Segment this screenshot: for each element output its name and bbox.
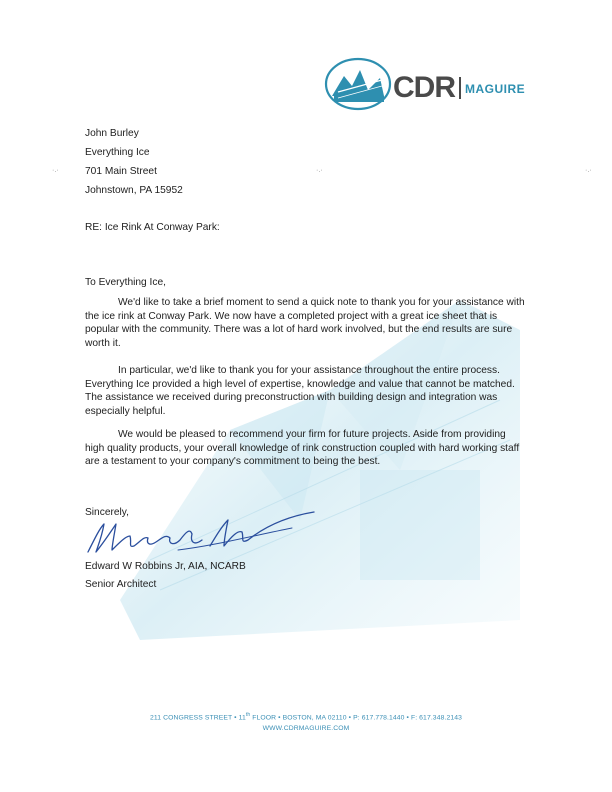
recipient-street: 701 Main Street bbox=[85, 166, 157, 177]
recipient-name: John Burley bbox=[85, 128, 139, 139]
signer-title: Senior Architect bbox=[85, 579, 157, 590]
signer-name: Edward W Robbins Jr, AIA, NCARB bbox=[85, 561, 246, 572]
paragraph-2-text: In particular, we'd like to thank you for your assistance throughout the entire process. Everything Ice provided a high level of expertise, knowledge and value that cannot be matched. The assistance we received during preconstruction with building design and integration was especially helpful. bbox=[85, 365, 515, 417]
footer-address bbox=[0, 712, 612, 721]
paragraph-2 bbox=[85, 364, 525, 418]
footer-address-part2: FLOOR • BOSTON, MA 02110 • P: 617.778.1440 • F: 617.348.2143 bbox=[250, 714, 462, 722]
paragraph-3 bbox=[85, 428, 525, 469]
handwritten-signature bbox=[82, 506, 322, 558]
paragraph-1-text: We'd like to take a brief moment to send a quick note to thank you for your assistance with the ice rink at Conway Park. We now have a completed project with a great ice sheet that is popular with the community. There was a lot of hard work involved, but the end results are sure worth it. bbox=[85, 297, 525, 349]
footer-address-sup: th bbox=[245, 712, 251, 718]
paragraph-1 bbox=[85, 296, 525, 350]
salutation: To Everything Ice, bbox=[85, 277, 166, 288]
recipient-city: Johnstown, PA 15952 bbox=[85, 185, 183, 196]
re-line: RE: Ice Rink At Conway Park: bbox=[85, 222, 220, 233]
punch-mark-left: ·.· bbox=[52, 167, 59, 174]
punch-mark-right: ·.· bbox=[585, 167, 592, 174]
logo-brand-text: CDR bbox=[393, 71, 455, 104]
closing: Sincerely, bbox=[85, 507, 129, 518]
footer-website: WWW.CDRMAGUIRE.COM bbox=[262, 725, 350, 732]
recipient-company: Everything Ice bbox=[85, 147, 150, 158]
recipient-address bbox=[85, 124, 183, 200]
punch-mark-center: ·.· bbox=[316, 167, 323, 174]
footer-address-part1: 211 CONGRESS STREET • 11 bbox=[150, 714, 246, 722]
logo-divider bbox=[459, 77, 461, 99]
logo-sub-text: MAGUIRE bbox=[465, 82, 526, 96]
paragraph-3-text: We would be pleased to recommend your firm for future projects. Aside from providing high quality products, your overall knowledge of rink construction coupled with hard working staff are a testament to your company's commitment to being the best. bbox=[85, 429, 520, 467]
